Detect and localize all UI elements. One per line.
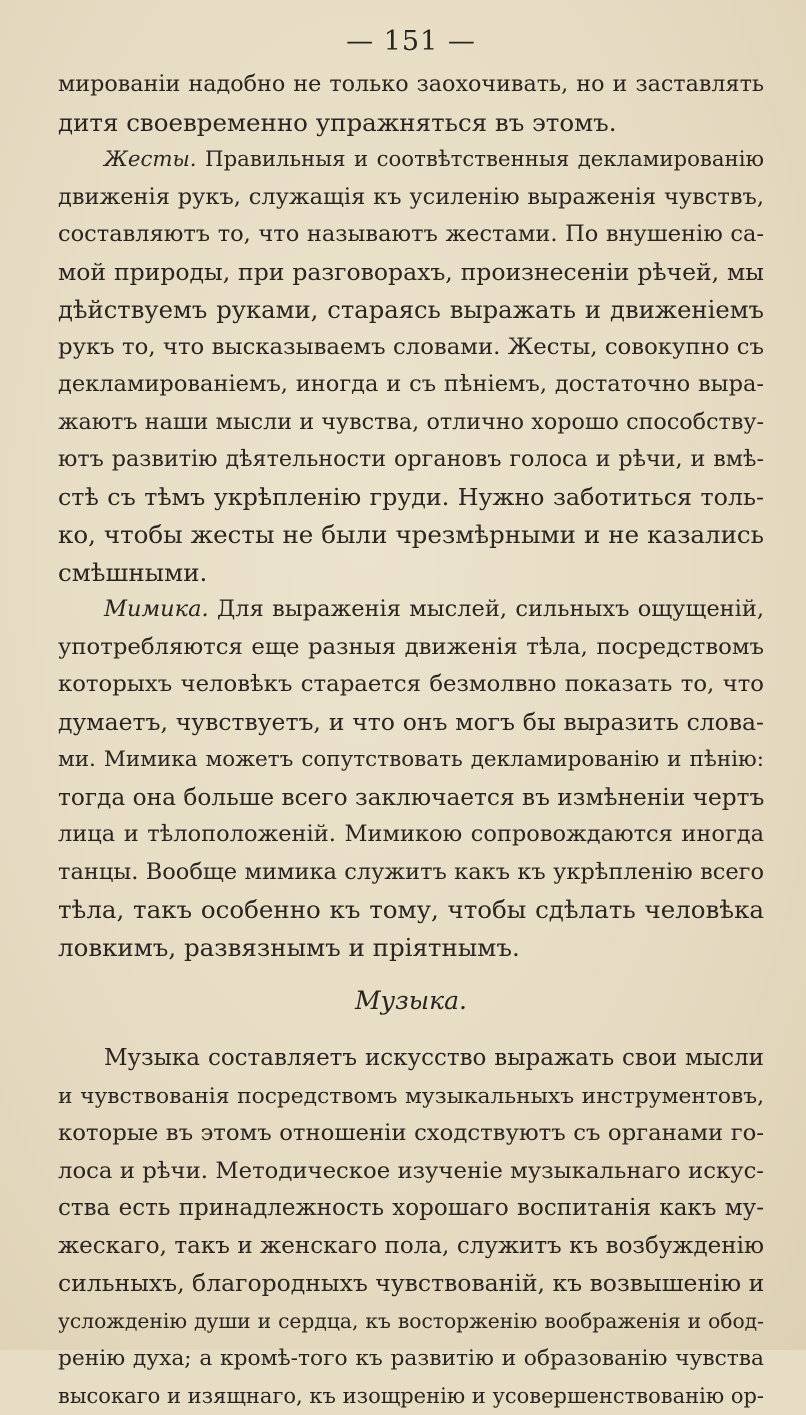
term-gestures: Жесты. bbox=[104, 147, 197, 172]
text-line: ренію духа; а кромѣ-того къ развитію и образованію чувства bbox=[58, 1340, 764, 1378]
text-line: движенія рукъ, служащія къ усиленію выраженія чувствъ, bbox=[58, 179, 764, 217]
text-line: ства есть принадлежность хорошаго воспитанія какъ му- bbox=[58, 1190, 764, 1228]
paragraph-continuation bbox=[58, 66, 764, 141]
text-line: тѣла, такъ особенно къ тому, чтобы сдѣлать человѣка bbox=[58, 891, 764, 929]
text-line: сильныхъ, благородныхъ чувствованій, къ возвышенію и bbox=[58, 1265, 764, 1303]
text-line: ми. Мимика можетъ сопутствовать декламированію и пѣнію: bbox=[58, 741, 764, 779]
text-line: которые въ этомъ отношеніи сходствуютъ съ органами го- bbox=[58, 1115, 764, 1153]
term-mimicry: Мимика. bbox=[104, 596, 209, 622]
text-line: декламированіемъ, иногда и съ пѣніемъ, достаточно выра- bbox=[58, 366, 764, 404]
text-line bbox=[58, 141, 764, 179]
text-fragment: Правильныя и соотвѣтственныя декламированію bbox=[205, 147, 764, 172]
page-number: — 151 — bbox=[58, 22, 764, 62]
text-line: лоса и рѣчи. Методическое изученіе музыкальнаго искус- bbox=[58, 1153, 764, 1191]
text-line bbox=[58, 591, 764, 629]
text-line: ютъ развитію дѣятельности органовъ голоса и рѣчи, и вмѣ- bbox=[58, 441, 764, 479]
text-line: рукъ то, что высказываемъ словами. Жесты, совокупно съ bbox=[58, 329, 764, 367]
text-line: Музыка составляетъ искусство выражать свои мысли bbox=[58, 1040, 764, 1078]
text-line: ловкимъ, развязнымъ и пріятнымъ. bbox=[58, 929, 764, 967]
text-line: и чувствованія посредствомъ музыкальныхъ инструментовъ, bbox=[58, 1078, 764, 1116]
paragraph-gestures bbox=[58, 141, 764, 591]
text-line: стѣ съ тѣмъ укрѣпленію груди. Нужно заботиться толь- bbox=[58, 479, 764, 517]
text-line: употребляются еще разныя движенія тѣла, посредствомъ bbox=[58, 629, 764, 667]
text-line: которыхъ человѣкъ старается безмолвно показать то, что bbox=[58, 666, 764, 704]
text-line: мированіи надобно не только заохочивать, но и заставлять bbox=[58, 66, 764, 104]
text-fragment: Для выраженія мыслей, сильныхъ ощущеній, bbox=[217, 596, 764, 622]
paragraph-mimicry bbox=[58, 591, 764, 966]
text-line: усложденію души и сердца, къ восторженію воображенія и обод- bbox=[58, 1303, 764, 1341]
text-line: дѣйствуемъ руками, стараясь выражать и движеніемъ bbox=[58, 291, 764, 329]
section-heading-music: Музыка. bbox=[58, 982, 764, 1020]
text-line: жескаго, такъ и женскаго пола, служитъ къ возбужденію bbox=[58, 1228, 764, 1266]
text-line: танцы. Вообще мимика служитъ какъ къ укрѣпленію всего bbox=[58, 854, 764, 892]
text-line: жаютъ наши мысли и чувства, отлично хорошо способству- bbox=[58, 404, 764, 442]
text-line: ко, чтобы жесты не были чрезмѣрными и не казались bbox=[58, 516, 764, 554]
text-line: составляютъ то, что называютъ жестами. По внушенію са- bbox=[58, 216, 764, 254]
text-line: мой природы, при разговорахъ, произнесеніи рѣчей, мы bbox=[58, 254, 764, 292]
text-line: лица и тѣлоположеній. Мимикою сопровождаются иногда bbox=[58, 816, 764, 854]
text-line: тогда она больше всего заключается въ измѣненіи чертъ bbox=[58, 779, 764, 817]
paragraph-music bbox=[58, 1040, 764, 1415]
text-line: думаетъ, чувствуетъ, и что онъ могъ бы выразить слова- bbox=[58, 704, 764, 742]
text-line: дитя своевременно упражняться въ этомъ. bbox=[58, 104, 764, 142]
text-line: смѣшными. bbox=[58, 554, 764, 592]
text-line: высокаго и изящнаго, къ изощренію и усовершенствованію ор- bbox=[58, 1378, 764, 1415]
